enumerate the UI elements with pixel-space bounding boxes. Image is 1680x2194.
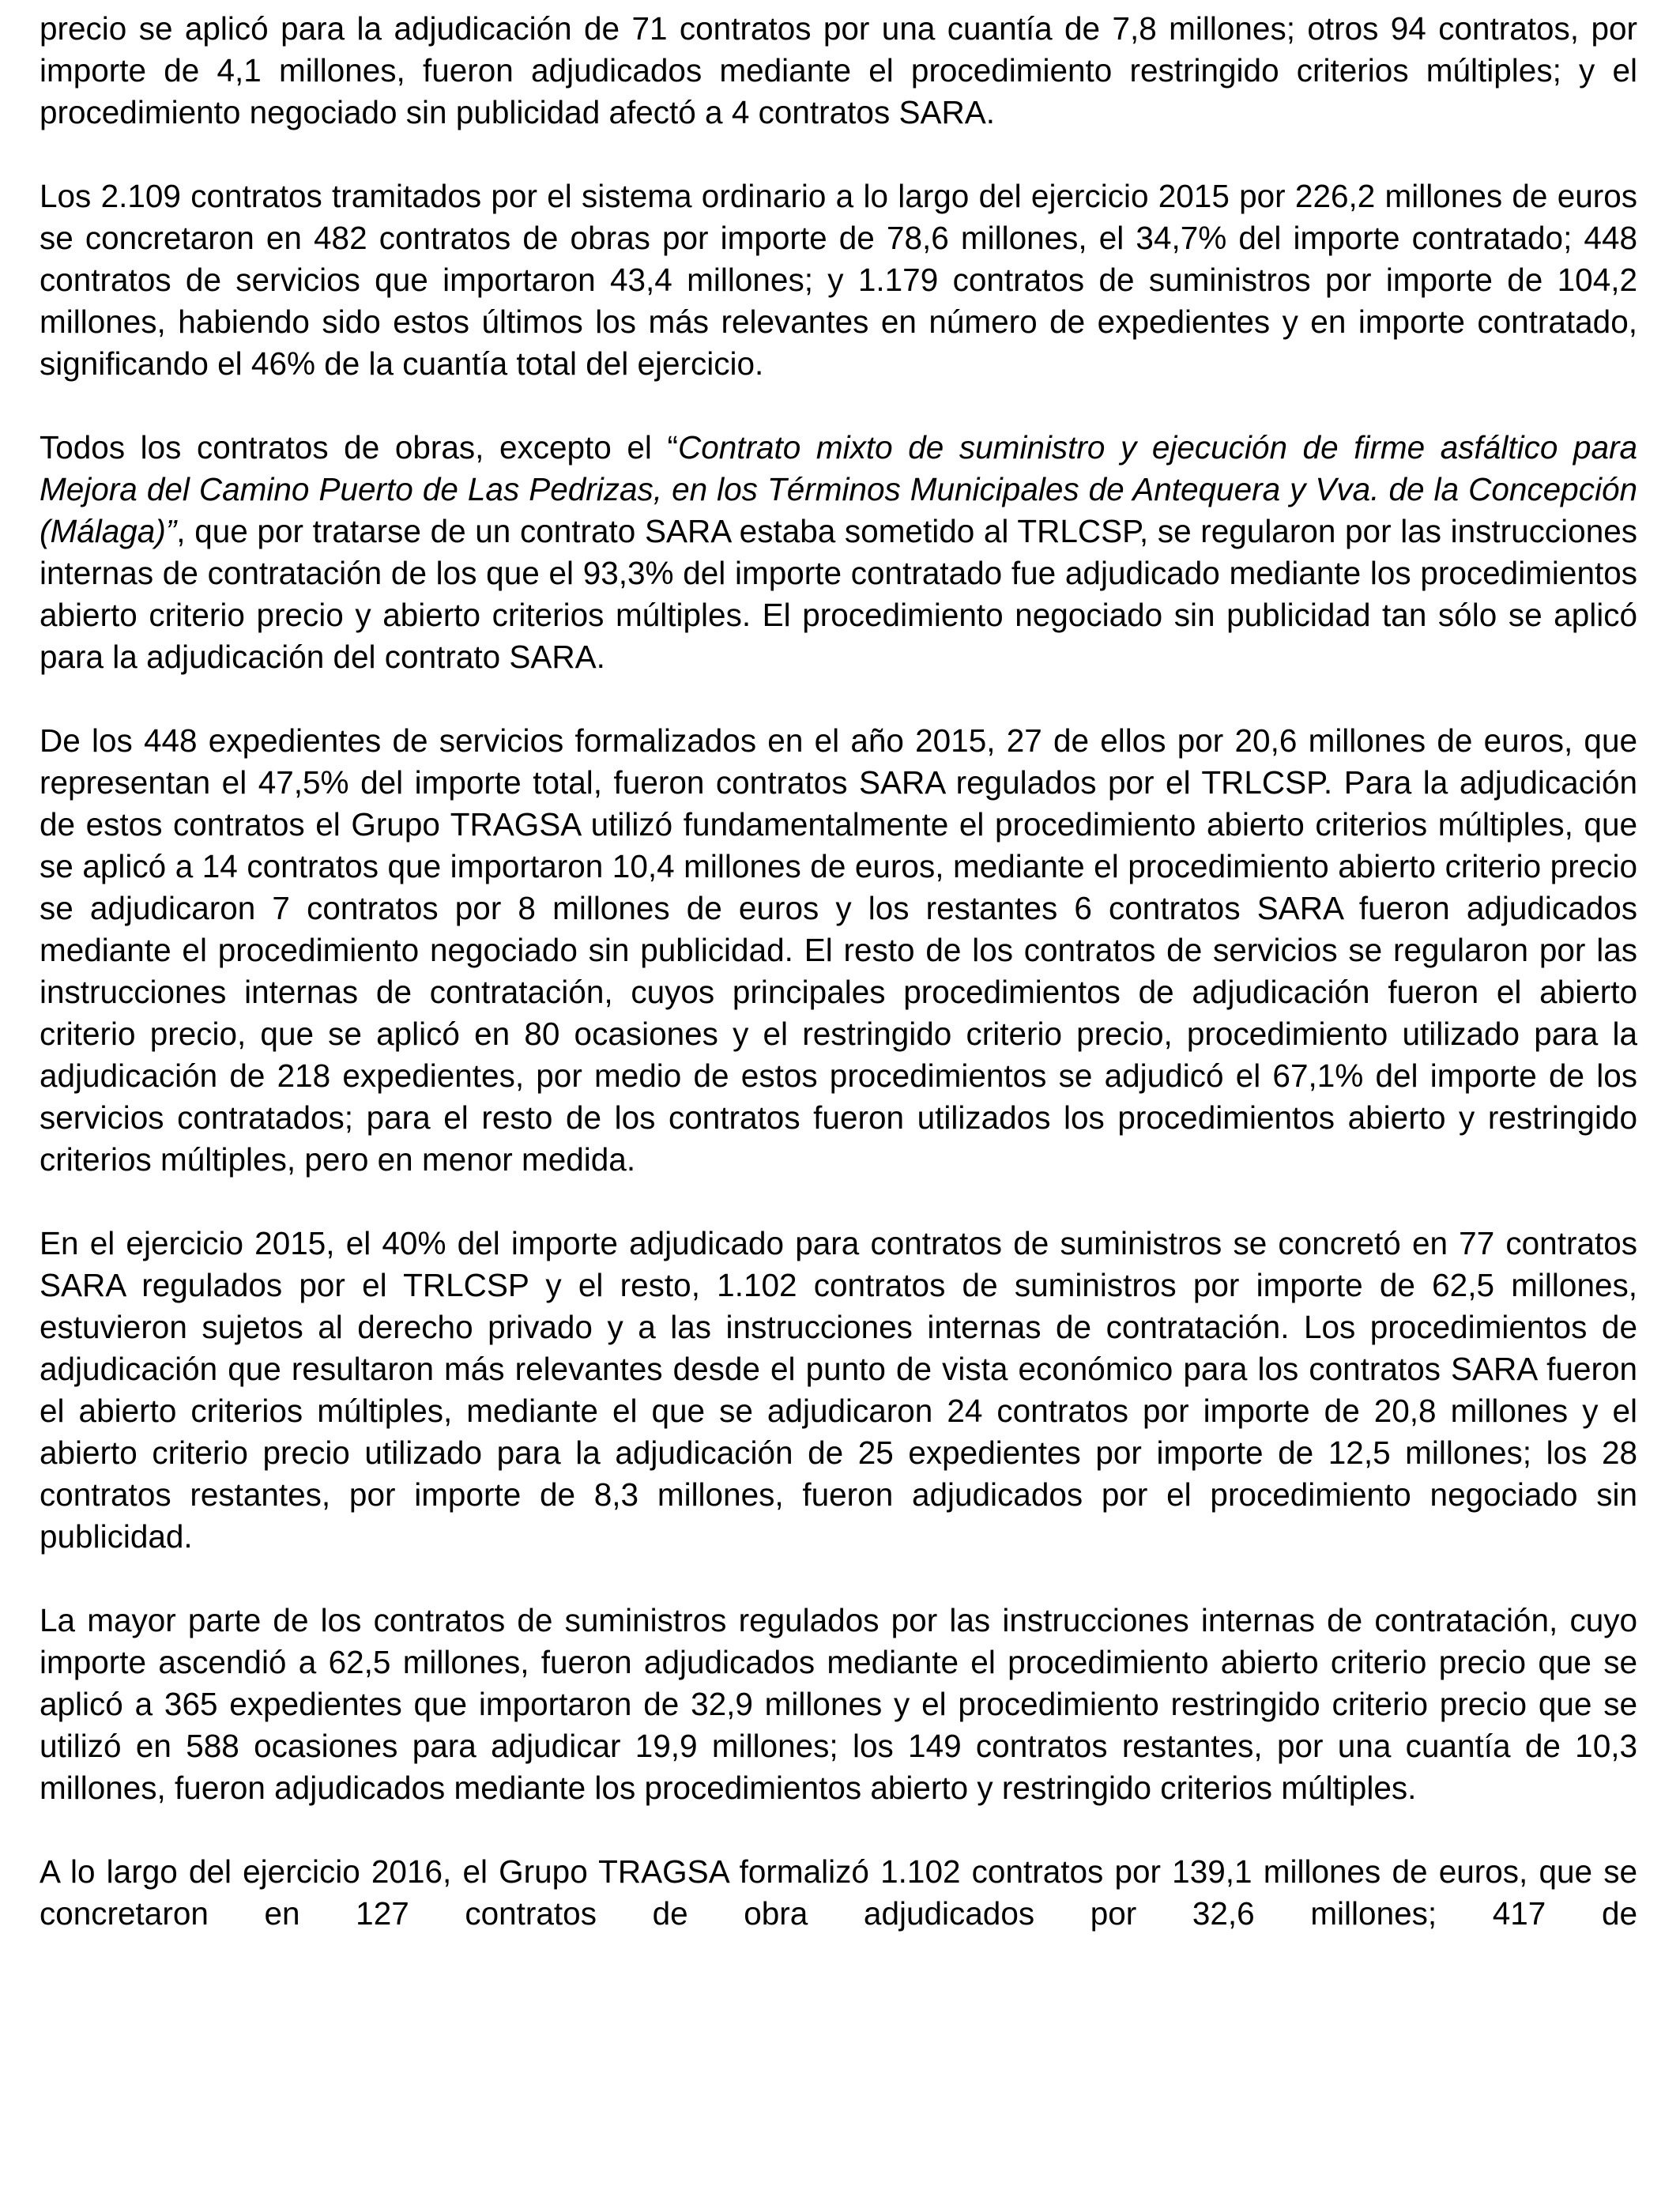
paragraph-4: De los 448 expedientes de servicios formalizados en el año 2015, 27 de ellos por 20,6 millones de euros, que representan el 47,5% del importe total, fueron contratos SARA regulados por el TRLCSP. Para la adjudicación de estos contratos el Grupo TRAGSA utilizó fundamentalmente el procedimiento abierto criterios múltiples, que se aplicó a 14 contratos que importaron 10,4 millones de euros, mediante el procedimiento abierto criterio precio se adjudicaron 7 contratos por 8 millones de euros y los restantes 6 contratos SARA fueron adjudicados mediante el procedimiento negociado sin publicidad. El resto de los contratos de servicios se regularon por las instrucciones internas de contratación, cuyos principales procedimientos de adjudicación fueron el abierto criterio precio, que se aplicó en 80 ocasiones y el restringido criterio precio, procedimiento utilizado para la adjudicación de 218 expedientes, por medio de estos procedimientos se adjudicó el 67,1% del importe de los servicios contratados; para el resto de los contratos fueron utilizados los procedimientos abierto y restringido criterios múltiples, pero en menor medida. [40,722,1637,1178]
paragraph-3-tail-text: , que por tratarse de un contrato SARA estaba sometido al TRLCSP, se regularon por las instrucciones internas de contratación de los que el 93,3% del importe contratado fue adjudicado mediante los procedimientos abierto criterio precio y abierto criterios múltiples. El procedimiento negociado sin publicidad tan sólo se aplicó para la adjudicación del contrato SARA. [40,513,1637,675]
paragraph-3-lead-text: Todos los contratos de obras, excepto el “ [40,429,678,466]
paragraph-2: Los 2.109 contratos tramitados por el sistema ordinario a lo largo del ejercicio 2015 por 226,2 millones de euros se concretaron en 482 contratos de obras por importe de 78,6 millones, el 34,7% del importe contratado; 448 contratos de servicios que importaron 43,4 millones; y 1.179 contratos de suministros por importe de 104,2 millones, habiendo sido estos últimos los más relevantes en número de expedientes y en importe contratado, significando el 46% de la cuantía total del ejercicio. [40,178,1637,382]
paragraph-6: La mayor parte de los contratos de suministros regulados por las instrucciones internas de contratación, cuyo importe ascendió a 62,5 millones, fueron adjudicados mediante el procedimiento abierto criterio precio que se aplicó a 365 expedientes que importaron de 32,9 millones y el procedimiento restringido criterio precio que se utilizó en 588 ocasiones para adjudicar 19,9 millones; los 149 contratos restantes, por una cuantía de 10,3 millones, fueron adjudicados mediante los procedimientos abierto y restringido criterios múltiples. [40,1602,1637,1806]
paragraph-1: precio se aplicó para la adjudicación de 71 contratos por una cuantía de 7,8 millones; otros 94 contratos, por importe de 4,1 millones, fueron adjudicados mediante el procedimiento restringido criterios múltiples; y el procedimiento negociado sin publicidad afectó a 4 contratos SARA. [40,10,1637,130]
paragraph-5: En el ejercicio 2015, el 40% del importe adjudicado para contratos de suministros se concretó en 77 contratos SARA regulados por el TRLCSP y el resto, 1.102 contratos de suministros por importe de 62,5 millones, estuvieron sujetos al derecho privado y a las instrucciones internas de contratación. Los procedimientos de adjudicación que resultaron más relevantes desde el punto de vista económico para los contratos SARA fueron el abierto criterios múltiples, mediante el que se adjudicaron 24 contratos por importe de 20,8 millones y el abierto criterio precio utilizado para la adjudicación de 25 expedientes por importe de 12,5 millones; los 28 contratos restantes, por importe de 8,3 millones, fueron adjudicados por el procedimiento negociado sin publicidad. [40,1225,1637,1555]
paragraph-7: A lo largo del ejercicio 2016, el Grupo TRAGSA formalizó 1.102 contratos por 139,1 millones de euros, que se concretaron en 127 contratos de obra adjudicados por 32,6 millones; 417 de [40,1853,1637,1932]
document-page [40,0,1637,1935]
contract-title-italic: Contrato mixto de suministro y ejecución de firme asfáltico para Mejora del Camino Puerto de Las Pedrizas, en los Términos Municipales de Antequera y Vva. de la Concepción (Málaga)” [40,429,1637,549]
paragraph-3 [40,427,1637,678]
